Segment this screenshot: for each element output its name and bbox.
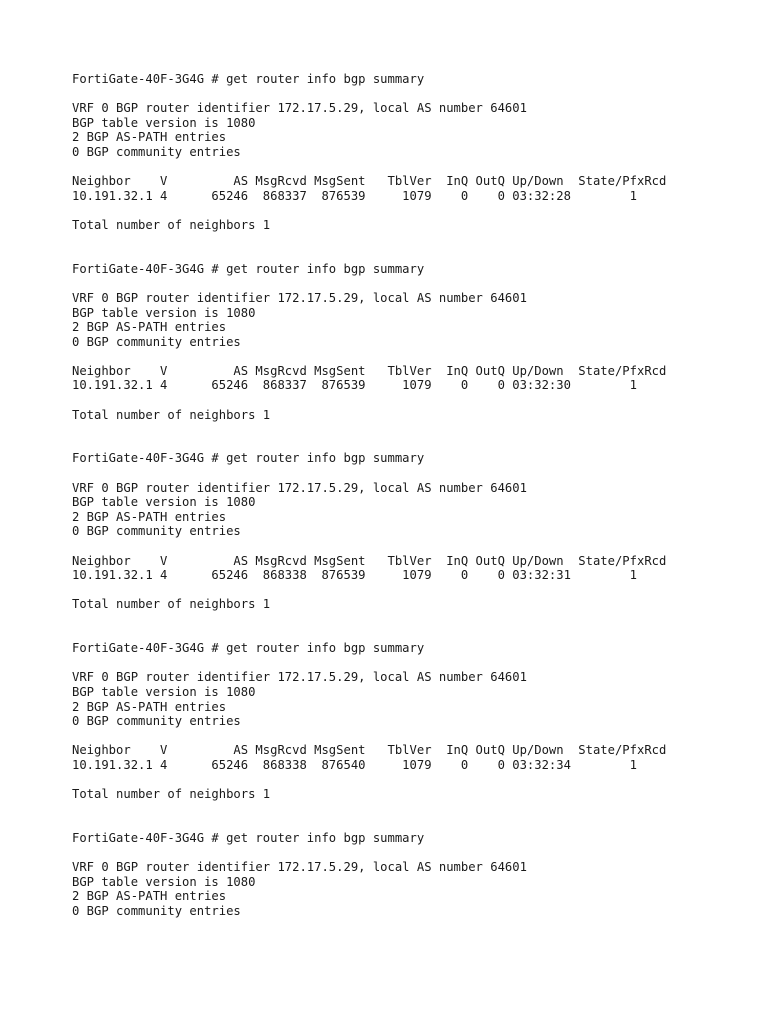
output-line: Neighbor V AS MsgRcvd MsgSent TblVer InQ OutQ Up/Down State/PfxRcd xyxy=(72,743,667,758)
blank-line xyxy=(72,349,666,364)
output-line: 2 BGP AS-PATH entries xyxy=(72,699,227,714)
output-line: 10.191.32.1 4 65246 868338 876539 1079 0 0 03:32:31 1 xyxy=(72,568,637,583)
output-line: 2 BGP AS-PATH entries xyxy=(72,509,227,524)
output-line: VRF 0 BGP router identifier 172.17.5.29, local AS number 64601 xyxy=(72,860,527,875)
output-line: 10.191.32.1 4 65246 868337 876539 1079 0 0 03:32:30 1 xyxy=(72,378,637,393)
output-line: Total number of neighbors 1 xyxy=(72,217,271,232)
output-line: VRF 0 BGP router identifier 172.17.5.29, local AS number 64601 xyxy=(72,290,527,305)
output-line: FortiGate-40F-3G4G # get router info bgp summary xyxy=(72,72,425,86)
blank-line xyxy=(72,539,666,554)
terminal-output-text xyxy=(72,72,666,918)
output-line: FortiGate-40F-3G4G # get router info bgp summary xyxy=(72,261,425,276)
output-line: VRF 0 BGP router identifier 172.17.5.29, local AS number 64601 xyxy=(72,670,527,685)
blank-line xyxy=(72,466,666,481)
blank-line xyxy=(72,87,666,102)
output-line: Total number of neighbors 1 xyxy=(72,407,271,422)
output-line: 0 BGP community entries xyxy=(72,144,241,159)
blank-line xyxy=(72,845,666,860)
output-line: 10.191.32.1 4 65246 868338 876540 1079 0 0 03:32:34 1 xyxy=(72,757,637,772)
output-line: Neighbor V AS MsgRcvd MsgSent TblVer InQ OutQ Up/Down State/PfxRcd xyxy=(72,363,667,378)
blank-line xyxy=(72,583,666,598)
blank-line xyxy=(72,802,666,817)
output-line: Total number of neighbors 1 xyxy=(72,787,271,802)
output-line: BGP table version is 1080 xyxy=(72,115,256,130)
blank-line xyxy=(72,203,666,218)
blank-line xyxy=(72,160,666,175)
output-line: FortiGate-40F-3G4G # get router info bgp summary xyxy=(72,641,425,656)
blank-line xyxy=(72,422,666,437)
blank-line xyxy=(72,612,666,627)
blank-line xyxy=(72,437,666,452)
blank-line xyxy=(72,276,666,291)
output-line: FortiGate-40F-3G4G # get router info bgp summary xyxy=(72,830,425,845)
output-line: VRF 0 BGP router identifier 172.17.5.29, local AS number 64601 xyxy=(72,480,527,495)
blank-line xyxy=(72,773,666,788)
output-line: Total number of neighbors 1 xyxy=(72,597,271,612)
output-line: 0 BGP community entries xyxy=(72,903,241,918)
output-line: 0 BGP community entries xyxy=(72,334,241,349)
output-line: 0 BGP community entries xyxy=(72,714,241,729)
output-line: FortiGate-40F-3G4G # get router info bgp summary xyxy=(72,451,425,466)
output-line: BGP table version is 1080 xyxy=(72,874,256,889)
blank-line xyxy=(72,656,666,671)
output-line: 10.191.32.1 4 65246 868337 876539 1079 0 0 03:32:28 1 xyxy=(72,188,637,203)
blank-line xyxy=(72,393,666,408)
blank-line xyxy=(72,233,666,248)
output-line: VRF 0 BGP router identifier 172.17.5.29, local AS number 64601 xyxy=(72,101,527,116)
output-line: BGP table version is 1080 xyxy=(72,305,256,320)
output-line: BGP table version is 1080 xyxy=(72,684,256,699)
output-line: BGP table version is 1080 xyxy=(72,495,256,510)
blank-line xyxy=(72,247,666,262)
output-line: 2 BGP AS-PATH entries xyxy=(72,130,227,145)
output-line: Neighbor V AS MsgRcvd MsgSent TblVer InQ OutQ Up/Down State/PfxRcd xyxy=(72,553,667,568)
output-line: 2 BGP AS-PATH entries xyxy=(72,320,227,335)
output-line: 2 BGP AS-PATH entries xyxy=(72,889,227,904)
blank-line xyxy=(72,627,666,642)
output-line: Neighbor V AS MsgRcvd MsgSent TblVer InQ OutQ Up/Down State/PfxRcd xyxy=(72,174,667,189)
blank-line xyxy=(72,816,666,831)
blank-line xyxy=(72,729,666,744)
output-line: 0 BGP community entries xyxy=(72,524,241,539)
